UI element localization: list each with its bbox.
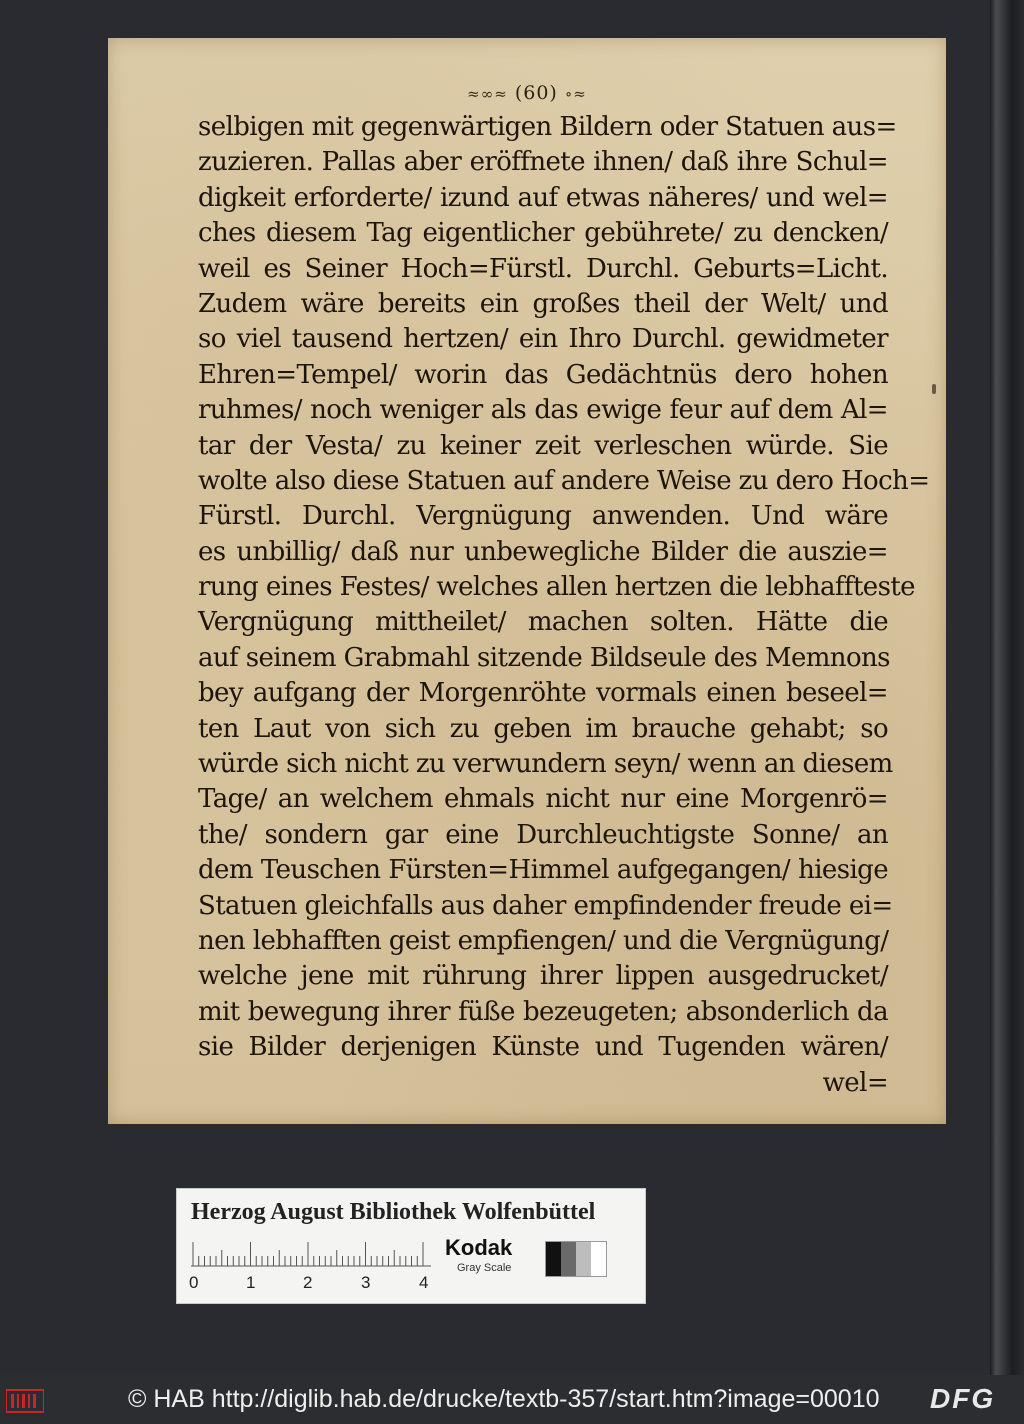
- swatch: [546, 1242, 561, 1276]
- page-number: (60): [514, 82, 558, 104]
- swatch: [591, 1242, 606, 1276]
- text-line: mit bewegung ihrer füße bezeugeten; absonderlich da: [198, 996, 888, 1027]
- text-line: Ehren=Tempel/ worin das Gedächtnüs dero hohen: [198, 359, 888, 390]
- text-line: ten Laut von sich zu geben im brauche gehabt; so: [198, 713, 888, 744]
- page-text: [198, 110, 930, 1101]
- text-line: bey aufgang der Morgenröhte vormals einen beseel=: [198, 678, 888, 709]
- text-line: ches diesem Tag eigentlicher gebührete/ zu dencken/: [198, 218, 888, 249]
- ruler-numbers: [185, 1273, 445, 1293]
- ornament-right: ∘≈: [564, 85, 587, 103]
- text-line: wolte also diese Statuen auf andere Weise zu dero Hoch=: [198, 465, 930, 496]
- catchword: wel=: [822, 1067, 888, 1098]
- text-line: sie Bilder derjenigen Künste und Tugenden wären/: [198, 1032, 888, 1063]
- text-line: Fürstl. Durchl. Vergnügung anwenden. Und wäre: [198, 501, 888, 532]
- text-line: auf seinem Grabmahl sitzende Bildseule des Memnons: [198, 642, 890, 673]
- text-line: Vergnügung mittheilet/ machen solten. Hätte die: [198, 607, 888, 638]
- library-name: Herzog August Bibliothek Wolfenbüttel: [191, 1199, 596, 1225]
- text-line: dem Teuschen Fürsten=Himmel aufgegangen/ hiesige: [198, 855, 888, 886]
- scale-ruler-icon: [191, 1241, 431, 1267]
- copyright-link[interactable]: © HAB http://diglib.hab.de/drucke/textb-357/start.htm?image=00010: [128, 1385, 880, 1413]
- text-line: digkeit erforderte/ izund auf etwas näheres/ und wel=: [198, 182, 888, 213]
- library-label: [176, 1188, 646, 1304]
- gray-scale-caption: Gray Scale: [457, 1262, 512, 1274]
- text-line: ruhmes/ noch weniger als das ewige feur auf dem Al=: [198, 395, 888, 426]
- ruler-number: 0: [189, 1273, 199, 1292]
- swatch: [561, 1242, 576, 1276]
- text-line: selbigen mit gegenwärtigen Bildern oder Statuen aus=: [198, 112, 897, 142]
- text-line: so viel tausend hertzen/ ein Ihro Durchl. gewidmeter: [198, 324, 888, 355]
- hab-barcode-icon: [6, 1388, 44, 1414]
- ruler-number: 4: [419, 1273, 429, 1292]
- swatch: [576, 1242, 591, 1276]
- ruler-number: 1: [246, 1273, 256, 1292]
- text-line: nen lebhafften geist empfiengen/ und die Vergnügung/: [198, 925, 889, 956]
- gray-scale-swatches: [545, 1241, 607, 1277]
- text-line: es unbillig/ daß nur unbewegliche Bilder die auszie=: [198, 536, 888, 567]
- book-edge: [990, 0, 1024, 1375]
- ink-speck: [932, 384, 936, 394]
- text-line: welche jene mit rührung ihrer lippen ausgedrucket/: [198, 961, 888, 992]
- text-line: Tage/ an welchem ehmals nicht nur eine Morgenrö=: [198, 784, 888, 815]
- footer-bar: [0, 1375, 1024, 1424]
- text-line: Statuen gleichfalls aus daher empfindender freude ei=: [198, 890, 893, 921]
- text-line: tar der Vesta/ zu keiner zeit verleschen würde. Sie: [198, 430, 888, 461]
- page-header: [108, 82, 946, 104]
- kodak-brand: Kodak: [445, 1235, 513, 1260]
- text-line: zuzieren. Pallas aber eröffnete ihnen/ daß ihre Schul=: [198, 147, 888, 178]
- ornament-left: ≈∞≈: [467, 85, 508, 103]
- text-line: weil es Seiner Hoch=Fürstl. Durchl. Geburts=Licht.: [198, 253, 888, 284]
- ruler-number: 2: [303, 1273, 313, 1292]
- text-line: the/ sondern gar eine Durchleuchtigste Sonne/ an: [198, 819, 888, 850]
- text-line: würde sich nicht zu verwundern seyn/ wenn an diesem: [198, 749, 893, 780]
- text-line: rung eines Festes/ welches allen hertzen die lebhaffteste: [198, 572, 915, 603]
- dfg-logo: DFG: [930, 1383, 996, 1414]
- book-page: [108, 38, 946, 1124]
- text-line: Zudem wäre bereits ein großes theil der Welt/ und: [198, 288, 888, 319]
- ruler-number: 3: [361, 1273, 371, 1292]
